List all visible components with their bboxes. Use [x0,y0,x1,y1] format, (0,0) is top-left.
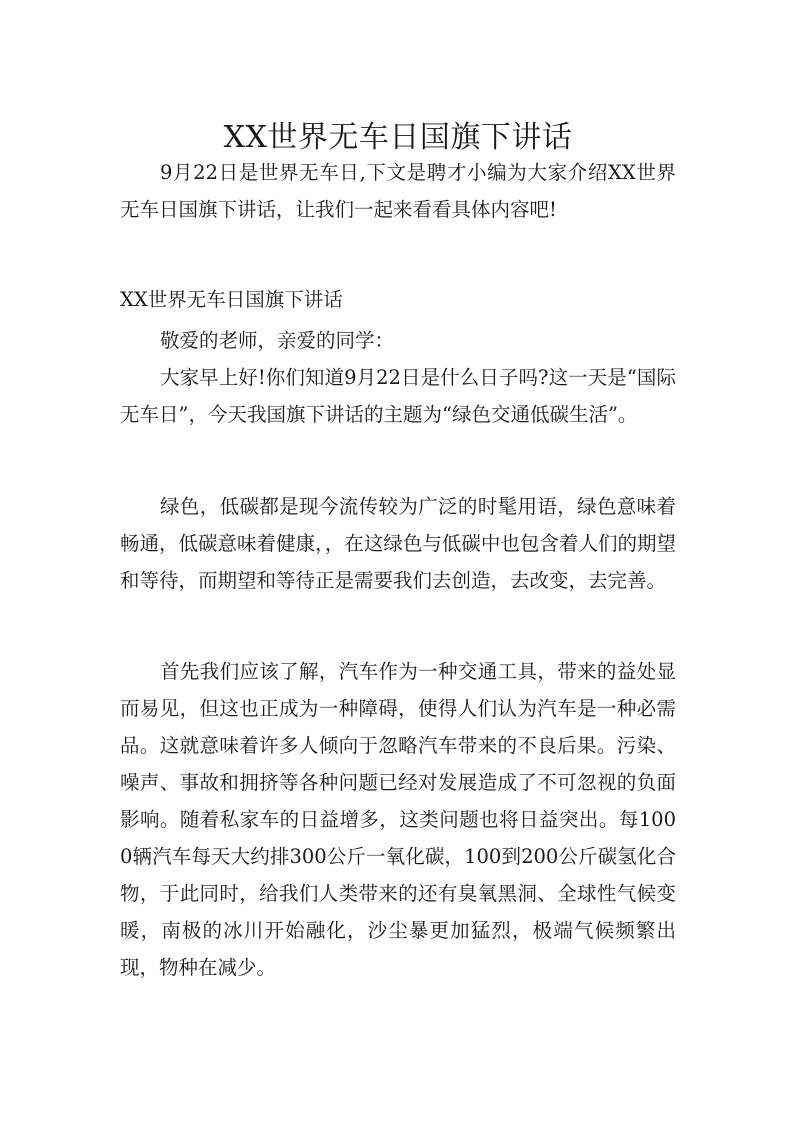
body-paragraph-2: 绿色，低碳都是现今流传较为广泛的时髦用语，绿色意味着畅通，低碳意味着健康，，在这绿色与低碳中也包含着人们的期望和等待，而期望和等待正是需要我们去创造，去改变，去完善。 [120,495,676,592]
document-title: XX世界无车日国旗下讲话 [223,120,573,156]
body-paragraph-1: 大家早上好!你们知道9月22日是什么日子吗?这一天是“国际无车日”，今天我国旗下讲话的主题为“绿色交通低碳生活”。 [120,366,676,426]
body-paragraph-3: 首先我们应该了解，汽车作为一种交通工具，带来的益处显而易见，但这也正成为一种障碍，使得人们认为汽车是一种必需品。这就意味着许多人倾向于忽略汽车带来的不良后果。污染、噪声、事故和拥挤等各种问题已经对发展造成了不可忽视的负面影响。随着私家车的日益增多，这类问题也将日益突出。每1000辆汽车每天大约排300公斤一氧化碳，100到200公斤碳氢化合物，于此同时，给我们人类带来的还有臭氧黑洞、全球性气候变暖，南极的冰川开始融化，沙尘暴更加猛烈，极端气候频繁出现，物种在减少。 [120,660,676,979]
greeting-line: 敬爱的老师，亲爱的同学： [160,329,395,352]
intro-paragraph: 9月22日是世界无车日,下文是聘才小编为大家介绍XX世界无车日国旗下讲话，让我们一起来看看具体内容吧! [120,161,676,221]
section-subtitle: XX世界无车日国旗下讲话 [120,288,343,311]
